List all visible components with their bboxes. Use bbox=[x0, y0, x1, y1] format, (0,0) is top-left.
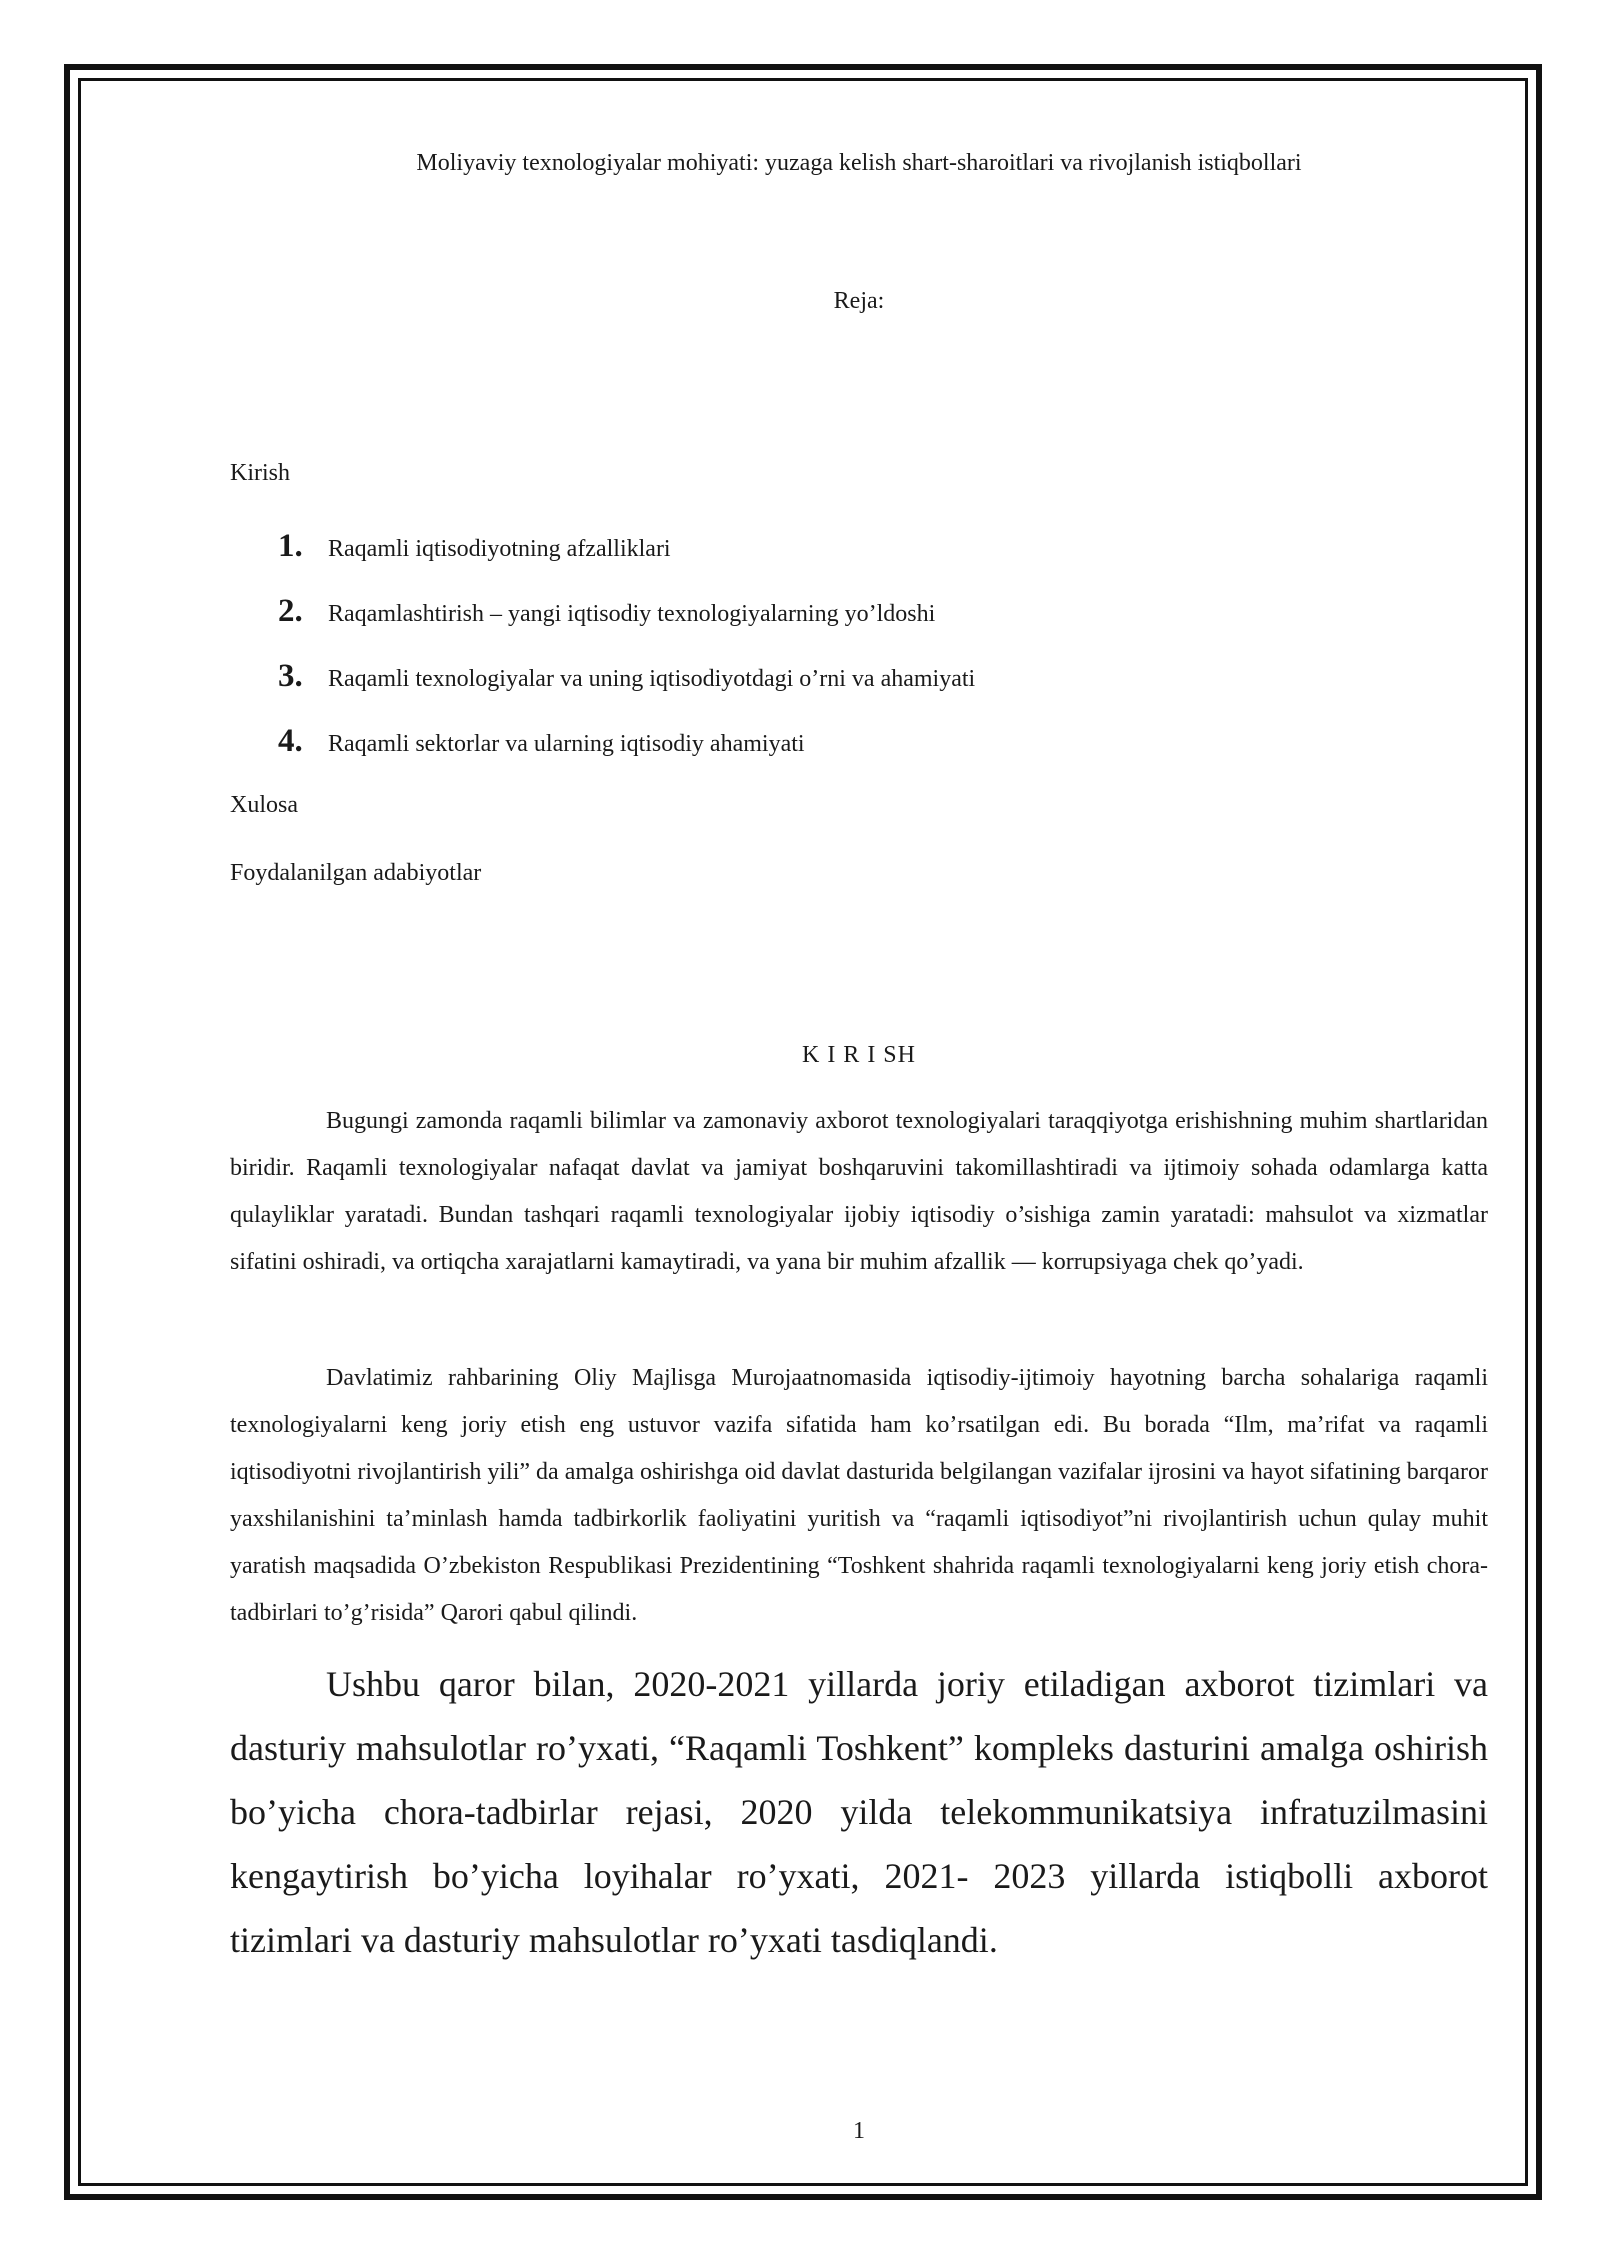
intro-label: Kirish bbox=[230, 460, 290, 486]
plan-item bbox=[278, 658, 975, 723]
plan-item-number: 1. bbox=[278, 528, 303, 564]
plan-item-text: Raqamlashtirish – yangi iqtisodiy texnologiyalarning yo’ldoshi bbox=[328, 601, 936, 627]
section-heading: K I R I SH bbox=[801, 1042, 916, 1068]
page-number: 1 bbox=[853, 2118, 865, 2144]
plan-item-number: 3. bbox=[278, 658, 303, 694]
plan-heading: Reja: bbox=[833, 288, 885, 314]
plan-item-text: Raqamli texnologiyalar va uning iqtisodiyotdagi o’rni va ahamiyati bbox=[328, 666, 976, 692]
plan-item-number: 4. bbox=[278, 723, 303, 759]
plan-item-text: Raqamli iqtisodiyotning afzalliklari bbox=[328, 536, 671, 562]
paragraph-1: Bugungi zamonda raqamli bilimlar va zamonaviy axborot texnologiyalari taraqqiyotga erishishning muhim shartlaridan biridir. Raqamli texnologiyalar nafaqat davlat va jamiyat boshqaruvini takomillashtiradi va ijtimoiy sohada odamlarga katta qulayliklar yaratadi. Bundan tashqari raqamli texnologiyalar ijobiy iqtisodiy o’sishiga zamin yaratadi: mahsulot va xizmatlar sifatini oshiradi, va ortiqcha xarajatlarni kamaytiradi, va yana bir muhim afzallik — korrupsiyaga chek qo’yadi. bbox=[230, 1108, 1488, 1275]
paragraph-2: Davlatimiz rahbarining Oliy Majlisga Murojaatnomasida iqtisodiy-ijtimoiy hayotning barcha sohalariga raqamli texnologiyalarni keng joriy etish eng ustuvor vazifa sifatida ham ko’rsatilgan edi. Bu borada “Ilm, ma’rifat va raqamli iqtisodiyotni rivojlantirish yili” da amalga oshirishga oid davlat dasturida belgilangan vazifalar ijrosini va hayot sifatining barqaror yaxshilanishini ta’minlash hamda tadbirkorlik faoliyatini yuritish va “raqamli iqtisodiyot”ni rivojlantirish uchun qulay muhit yaratish maqsadida O’zbekiston Respublikasi Prezidentining “Toshkent shahrida raqamli texnologiyalarni keng joriy etish chora-tadbirlari to’g’risida” Qarori qabul qilindi. bbox=[230, 1365, 1488, 1626]
conclusion-label: Xulosa bbox=[230, 792, 298, 818]
plan-item bbox=[278, 593, 975, 658]
plan-list bbox=[278, 528, 975, 788]
plan-item-number: 2. bbox=[278, 593, 303, 629]
paragraph-3: Ushbu qaror bilan, 2020-2021 yillarda joriy etiladigan axborot tizimlari va dasturiy mahsulotlar ro’yxati, “Raqamli Toshkent” kompleks dasturini amalga oshirish bo’yicha chora-tadbirlar rejasi, 2020 yilda telekommunikatsiya infratuzilmasini kengaytirish bo’yicha loyihalar ro’yxati, 2021- 2023 yillarda istiqbolli axborot tizimlari va dasturiy mahsulotlar ro’yxati tasdiqlandi. bbox=[230, 1664, 1488, 1960]
references-label: Foydalanilgan adabiyotlar bbox=[230, 860, 482, 886]
plan-item bbox=[278, 528, 975, 593]
document-title: Moliyaviy texnologiyalar mohiyati: yuzaga kelish shart-sharoitlari va rivojlanish istiqbollari bbox=[416, 150, 1302, 176]
plan-item bbox=[278, 723, 975, 788]
plan-item-text: Raqamli sektorlar va ularning iqtisodiy ahamiyati bbox=[328, 731, 805, 757]
